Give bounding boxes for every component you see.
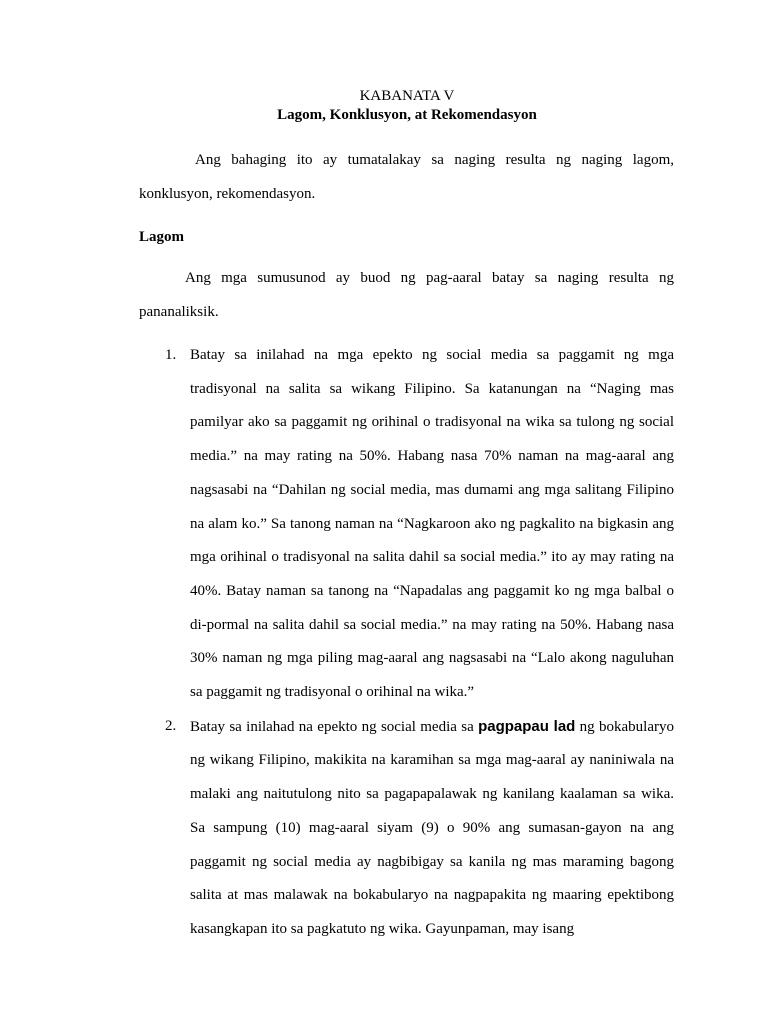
intro-paragraph: Ang bahaging ito ay tumatalakay sa naging resulta ng naging lagom, konklusyon, rekomendasyon. — [139, 152, 674, 202]
list-item-text-after: ng bokabularyo ng wikang Filipino, makikita na karamihan sa mga mag-aaral ay naniniwala na malaki ang naitutulong nito sa pagapapalawak ng kanilang kaalaman sa wika. Sa sampung (10) mag-aaral siyam (9) o 90% ang sumasan-gayon na ang paggamit ng social media ay nagbibigay sa kanila ng mas maraming bagong salita at mas malawak na bokabularyo na nagpapakita ng maaring epektibong kasangkapan ito sa pagkatuto ng wika. Gayunpaman, may isang — [190, 718, 674, 937]
list-item-number: 1. — [165, 347, 177, 363]
lagom-intro-paragraph: Ang mga sumusunod ay buod ng pag-aaral batay sa naging resulta ng pananaliksik. — [139, 270, 674, 320]
chapter-number: KABANATA V — [359, 88, 455, 104]
list-item — [165, 339, 674, 710]
section-heading-lagom: Lagom — [139, 229, 184, 245]
chapter-title: Lagom, Konklusyon, at Rekomendasyon — [277, 107, 537, 123]
list-item-number: 2. — [165, 717, 177, 734]
list-item-text-before: Batay sa inilahad na epekto ng social media sa — [190, 718, 479, 735]
list-item-bold-term: pagpapau lad — [478, 717, 576, 735]
list-item-text: Batay sa inilahad na mga epekto ng social media sa paggamit ng mga tradisyonal na salita sa wikang Filipino. Sa katanungan na “Naging mas pamilyar ako sa paggamit ng orihinal o tradisyonal na wika sa tulong ng social media.” na may rating na 50%. Habang nasa 70% naman na mag-aaral ang nagsasabi na “Dahilan ng social media, mas dumami ang mga salitang Filipino na alam ko.” Sa tanong naman na “Nagkaroon ako ng pagkalito na bigkasin ang mga orihinal o tradisyonal na salita dahil sa social media.” ito ay may rating na 40%. Batay naman sa tanong na “Napadalas ang paggamit ko ng mga balbal o di-pormal na salita dahil sa social media.” na may rating na 50%. Habang nasa 30% naman ng mga piling mag-aaral ang nagsasabi na “Lalo akong naguluhan sa paggamit ng tradisyonal o orihinal na wika.” — [190, 347, 674, 701]
list-item — [165, 710, 674, 947]
summary-list — [165, 339, 674, 947]
